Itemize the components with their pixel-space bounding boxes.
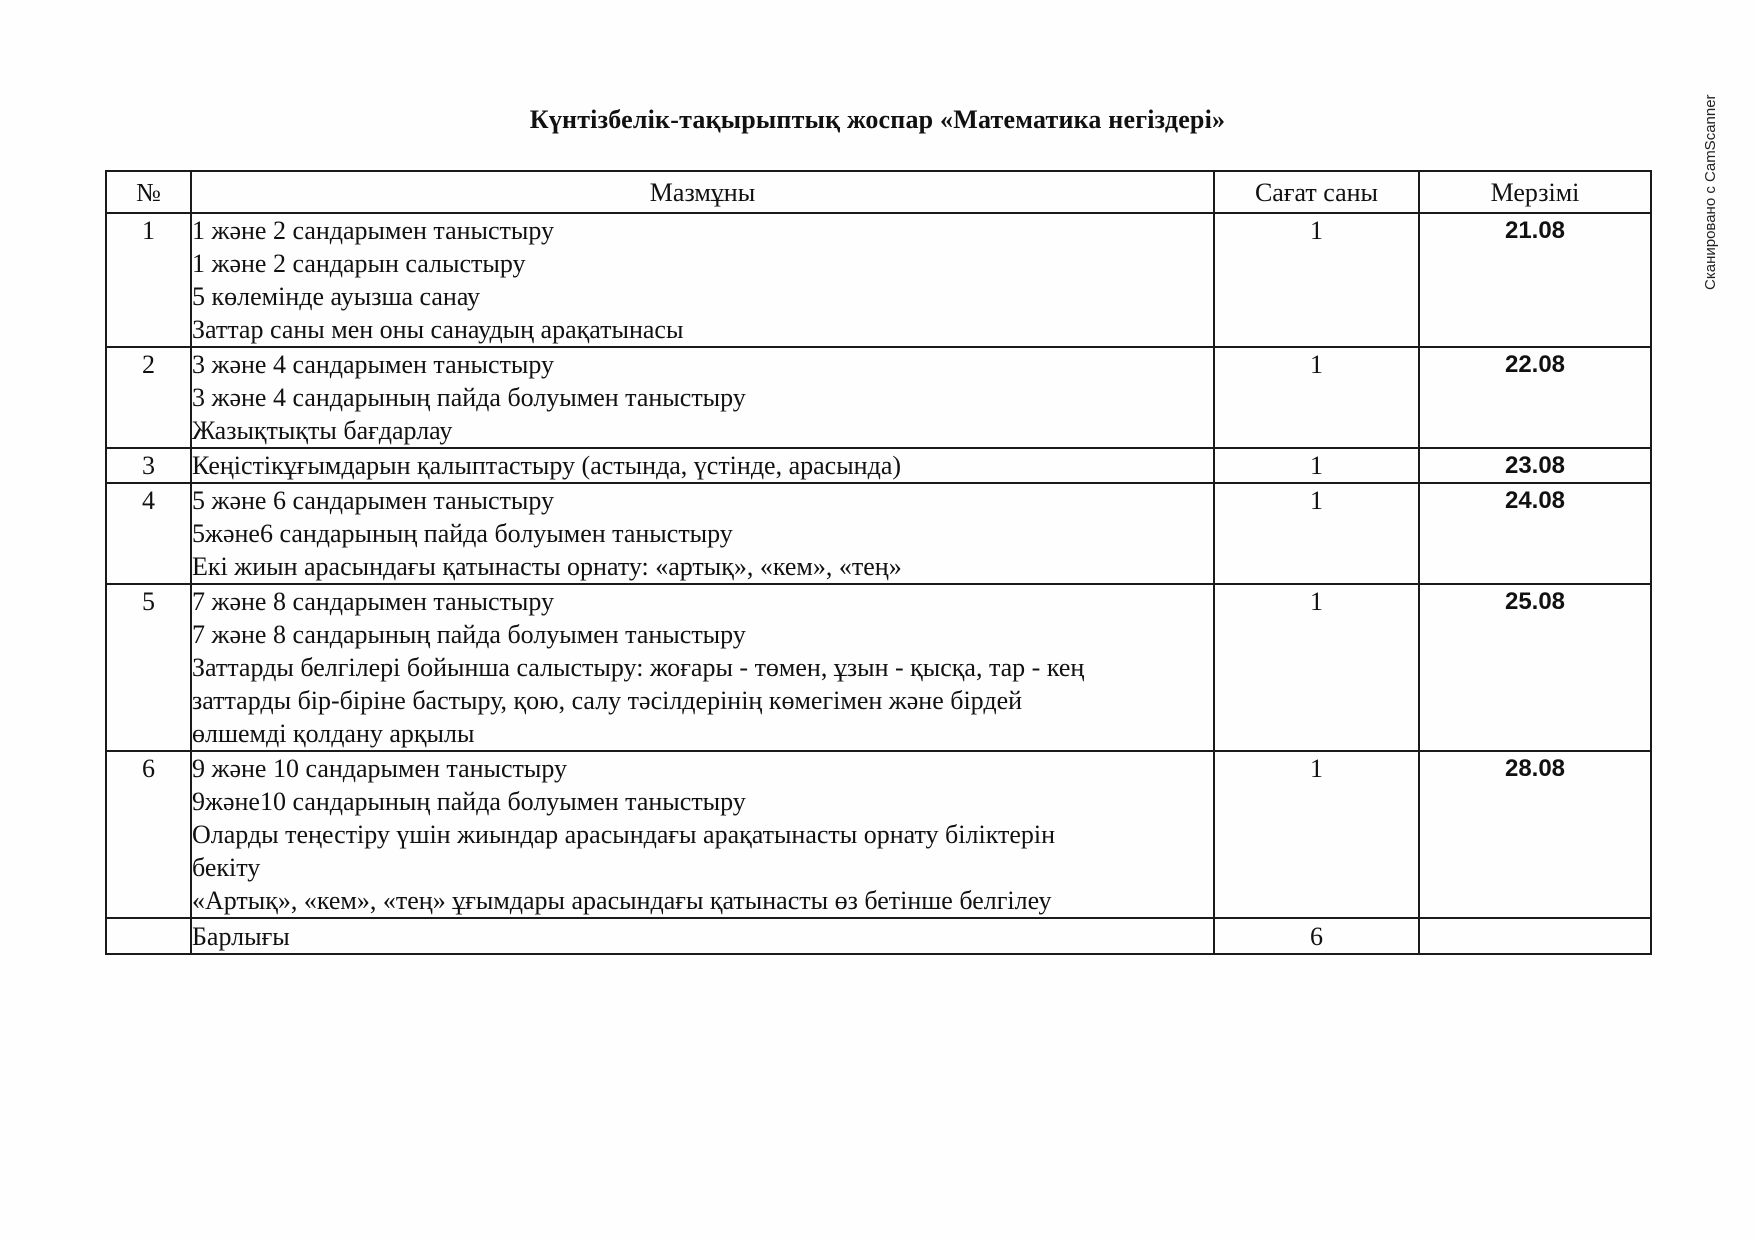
row-date: 28.08 — [1419, 751, 1651, 918]
row-hours: 1 — [1214, 347, 1419, 448]
total-label: Барлығы — [191, 918, 1214, 954]
row-hours: 1 — [1214, 483, 1419, 584]
row-hours: 1 — [1214, 751, 1419, 918]
content-line: 9және10 сандарының пайда болуымен таныстыру — [192, 787, 746, 816]
total-row — [106, 918, 1651, 954]
content-line: Кеңістікұғымдарын қалыптастыру (астында, үстінде, арасында) — [192, 451, 902, 480]
row-number: 5 — [106, 584, 191, 751]
row-content — [191, 448, 1214, 483]
row-hours: 1 — [1214, 584, 1419, 751]
row-number: 1 — [106, 213, 191, 347]
document-title: Күнтізбелік-тақырыптық жоспар «Математика негіздері» — [529, 105, 1226, 134]
content-line: 7 және 8 сандарының пайда болуымен таныстыру — [192, 620, 746, 649]
content-line: 3 және 4 сандарының пайда болуымен таныстыру — [192, 383, 746, 412]
table-row — [106, 751, 1651, 918]
row-content — [191, 584, 1214, 751]
header-hours: Сағат саны — [1214, 171, 1419, 213]
content-line: 5 және 6 сандарымен таныстыру — [192, 486, 555, 515]
content-line: 9 және 10 сандарымен таныстыру — [192, 754, 568, 783]
total-number-cell — [106, 918, 191, 954]
content-line: Екі жиын арасындағы қатынасты орнату: «артық», «кем», «тең» — [192, 552, 902, 581]
row-number: 2 — [106, 347, 191, 448]
content-line: Оларды теңестіру үшін жиындар арасындағы арақатынасты орнату біліктерін — [192, 820, 1056, 849]
content-line: 3 және 4 сандарымен таныстыру — [192, 350, 555, 379]
table-row — [106, 584, 1651, 751]
content-line: заттарды бір-біріне бастыру, қою, салу тәсілдерінің көмегімен және бірдей — [192, 686, 1023, 715]
row-date: 23.08 — [1419, 448, 1651, 483]
content-line: Жазықтықты бағдарлау — [192, 416, 453, 445]
row-content — [191, 751, 1214, 918]
content-line: 5 көлемінде ауызша санау — [192, 282, 481, 311]
total-hours: 6 — [1214, 918, 1419, 954]
row-date: 21.08 — [1419, 213, 1651, 347]
row-date: 25.08 — [1419, 584, 1651, 751]
content-line: Заттар саны мен оны санаудың арақатынасы — [192, 315, 684, 344]
content-line: 1 және 2 сандарымен таныстыру — [192, 216, 555, 245]
row-date: 22.08 — [1419, 347, 1651, 448]
content-line: бекіту — [192, 853, 261, 882]
header-content: Мазмұны — [191, 171, 1214, 213]
calendar-plan-table — [105, 170, 1652, 955]
content-line: 5және6 сандарының пайда болуымен таныстыру — [192, 519, 733, 548]
row-hours: 1 — [1214, 213, 1419, 347]
scanner-watermark: Сканировано с CamScanner — [1702, 94, 1719, 290]
row-content — [191, 483, 1214, 584]
header-date: Мерзімі — [1419, 171, 1651, 213]
table-row — [106, 448, 1651, 483]
row-hours: 1 — [1214, 448, 1419, 483]
row-content — [191, 347, 1214, 448]
content-line: өлшемді қолдану арқылы — [192, 719, 475, 748]
row-content — [191, 213, 1214, 347]
table-header-row — [106, 171, 1651, 213]
row-date: 24.08 — [1419, 483, 1651, 584]
table-row — [106, 213, 1651, 347]
table-row — [106, 483, 1651, 584]
table-row — [106, 347, 1651, 448]
row-number: 4 — [106, 483, 191, 584]
content-line: 1 және 2 сандарын салыстыру — [192, 249, 526, 278]
content-line: Заттарды белгілері бойынша салыстыру: жоғары - төмен, ұзын - қысқа, тар - кең — [192, 653, 1085, 682]
total-date — [1419, 918, 1651, 954]
content-line: «Артық», «кем», «тең» ұғымдары арасындағы қатынасты өз бетінше белгілеу — [192, 886, 1052, 915]
content-line: 7 және 8 сандарымен таныстыру — [192, 587, 555, 616]
row-number: 6 — [106, 751, 191, 918]
header-number: № — [106, 171, 191, 213]
row-number: 3 — [106, 448, 191, 483]
